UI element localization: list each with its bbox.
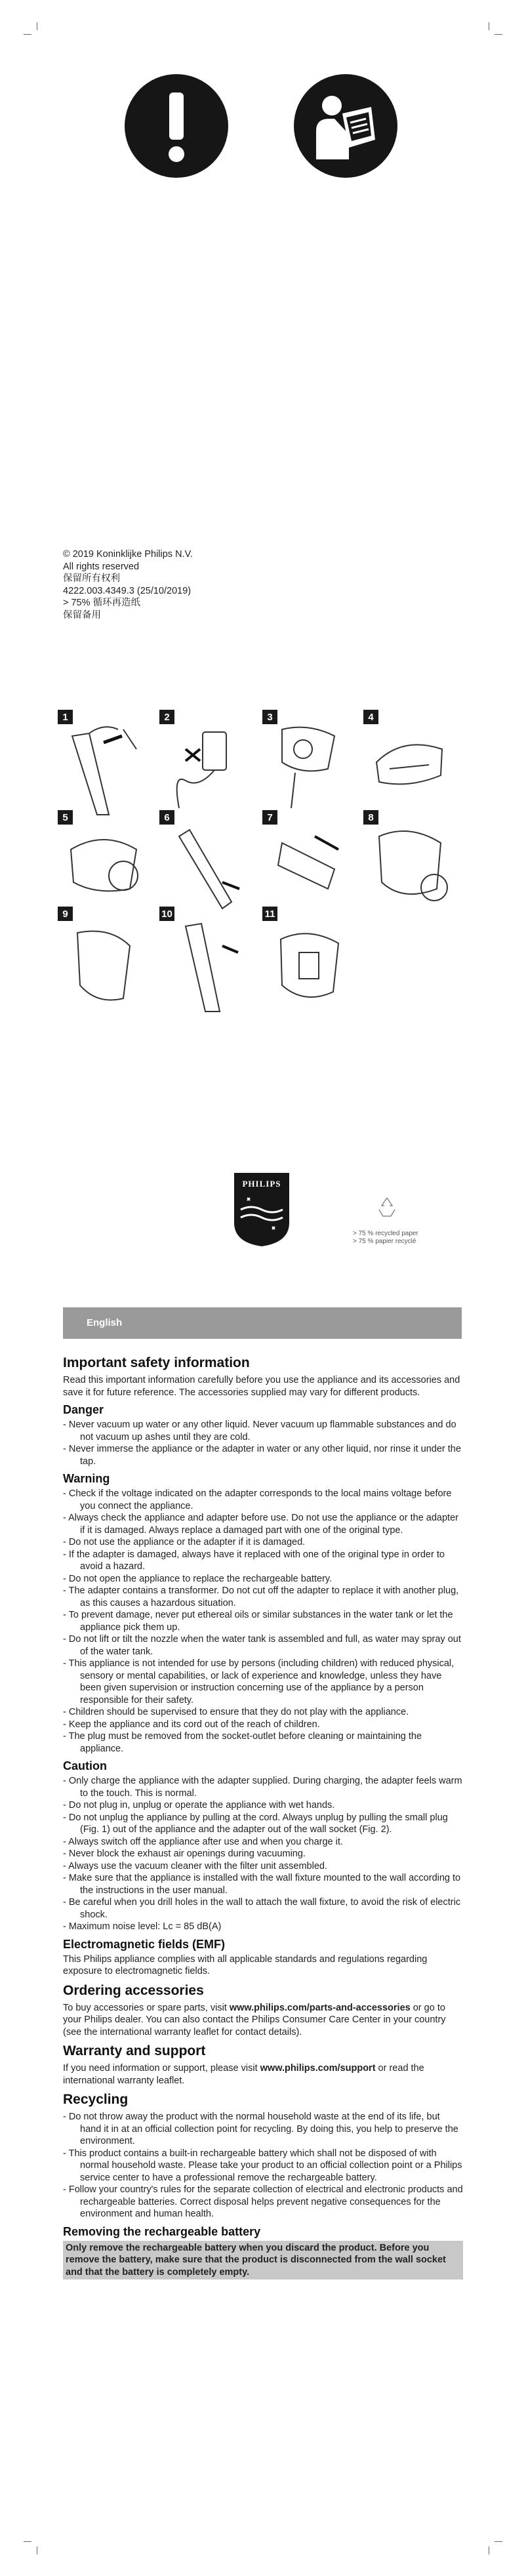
figure-number: 7 [262,810,277,825]
crop-mark [495,34,502,35]
battery-section [63,2224,463,2280]
figure-4 [363,710,451,821]
language-label: English [87,1317,123,1328]
legal-line: © 2019 Koninklijke Philips N.V. [63,549,193,560]
list-item: - Do not open the appliance to replace the rechargeable battery. [63,1573,463,1585]
battery-removal-illustration [262,907,350,1018]
recycling-section [63,2091,463,2220]
vacuum-unplug-illustration [58,710,146,821]
section-heading: Warranty and support [63,2043,206,2058]
filter-removal-illustration [58,810,146,922]
figure-number: 3 [262,710,277,724]
figure-10 [159,907,247,1018]
section-heading: Warning [63,1472,110,1485]
ordering-text-after: or go to your Philips dealer. You can also contact the Philips Consumer Care Center in your country (see the international warranty leaflet for contact details). [63,2002,446,2037]
figure-1 [58,710,146,821]
list-item: - Check if the voltage indicated on the adapter corresponds to the local mains voltage before you connect the appliance. [63,1488,463,1512]
recycled-paper-note [353,1230,418,1246]
list-item: - Maximum noise level: Lc = 85 dB(A) [63,1921,463,1933]
legal-block [63,548,193,621]
warning-exclamation-icon [125,74,228,178]
section-heading: Removing the rechargeable battery [63,2224,261,2238]
ordering-text-before: To buy accessories or spare parts, visit [63,2002,230,2013]
parts-accessories-link[interactable]: www.philips.com/parts-and-accessories [229,2002,411,2013]
figure-number: 11 [262,907,277,921]
list-item: - The plug must be removed from the socket-outlet before cleaning or maintaining the appliance. [63,1730,463,1755]
ordering-text [63,2002,463,2039]
screws-illustration [159,907,247,1018]
list-item: - Always use the vacuum cleaner with the filter unit assembled. [63,1860,463,1873]
battery-notice: Only remove the rechargeable battery when you discard the product. Before you remove the battery, make sure that the product is disconnected from the wall socket and that the battery is completely empty. [63,2241,463,2280]
warranty-section [63,2042,463,2087]
list-item: - Make sure that the appliance is installed with the wall fixture mounted to the wall according to the instructions in the user manual. [63,1872,463,1896]
section-heading: Danger [63,1403,104,1416]
safety-document [63,1354,463,2280]
read-manual-icon [294,74,397,178]
list-item: - To prevent damage, never put ethereal oils or similar substances in the water tank or let the appliance pick them up. [63,1609,463,1633]
list-item: - Always check the appliance and adapter before use. Do not use the appliance or the adapter if it is damaged. Always replace a damaged part with one of the original type. [63,1512,463,1536]
list-item: - If the adapter is damaged, always have it replaced with one of the original type in order to avoid a hazard. [63,1549,463,1573]
emf-text: This Philips appliance complies with all applicable standards and regulations regarding exposure to electromagnetic fields. [63,1953,428,1976]
figure-number: 8 [363,810,378,825]
list-item: - Children should be supervised to ensure that they do not play with the appliance. [63,1706,463,1719]
crop-mark [24,2541,31,2542]
list-item: - Follow your country's rules for the separate collection of electrical and electronic products and rechargeable batteries. Correct disposal helps prevent negative consequences for the environment and human health. [63,2184,463,2220]
warranty-text-before: If you need information or support, please visit [63,2063,260,2074]
list-item: - The adapter contains a transformer. Do not cut off the adapter to replace it with another plug, as this causes a hazardous situation. [63,1585,463,1609]
section-heading: Caution [63,1759,107,1772]
list-item: - Never block the exhaust air openings during vacuuming. [63,1848,463,1860]
philips-logo-text: PHILIPS [242,1179,281,1189]
nozzle-illustration [363,710,451,821]
warranty-text [63,2062,463,2087]
handheld-illustration [262,710,350,821]
caution-section [63,1759,463,1933]
document-title: Important safety information [63,1355,250,1370]
crop-mark [24,34,31,35]
recycled-paper-line: > 75 % recycled paper [353,1230,418,1237]
support-link[interactable]: www.philips.com/support [260,2063,376,2074]
legal-line: 保留备用 [63,609,101,621]
figure-number: 9 [58,907,73,921]
list-item: - This appliance is not intended for use by persons (including children) with reduced physical, sensory or mental capabilities, or lack of experience and knowledge, unless they have been given supervision or instruction concerning use of the appliance by a person responsible for their safety. [63,1658,463,1706]
battery-compartment-illustration [363,810,451,922]
list-item: - Only charge the appliance with the adapter supplied. During charging, the adapter feels warm to the touch. This is normal. [63,1775,463,1799]
list-item: - Do not unplug the appliance by pulling at the cord. Always unplug by pulling the small plug (Fig. 1) out of the appliance and the adapter out of the wall socket (Fig. 2). [63,1812,463,1836]
list-item: - Do not plug in, unplug or operate the appliance with wet hands. [63,1799,463,1812]
figure-3 [262,710,350,821]
ordering-section [63,1982,463,2039]
unit-open-illustration [262,810,350,922]
figure-8 [363,810,451,922]
warning-section [63,1471,463,1755]
figure-number: 4 [363,710,378,724]
tube-detach-illustration [159,810,247,922]
housing-illustration [58,907,146,1018]
section-heading: Ordering accessories [63,1982,204,1998]
legal-line: All rights reserved [63,561,140,572]
figure-number: 2 [159,710,174,724]
figure-number: 10 [159,907,174,921]
adapter-unplug-illustration [159,710,247,821]
legal-line: 保留所有权利 [63,573,120,584]
figure-number: 5 [58,810,73,825]
list-item: - Never immerse the appliance or the adapter in water or any other liquid, nor rinse it under the tap. [63,1443,463,1467]
figure-number: 1 [58,710,73,724]
emf-section [63,1937,463,1978]
legal-line: 4222.003.4349.3 (25/10/2019) [63,585,192,596]
danger-section [63,1402,463,1467]
language-bar [63,1307,462,1339]
legal-line: > 75% 循环再造纸 [63,598,141,608]
figure-9 [58,907,146,1018]
figure-5 [58,810,146,922]
crop-mark [495,2541,502,2542]
list-item: - Do not throw away the product with the normal household waste at the end of its life, but hand it in at an official collection point for recycling. By doing this, you help to preserve the environment. [63,2111,463,2148]
list-item: - Always switch off the appliance after use and when you charge it. [63,1836,463,1849]
figure-number: 6 [159,810,174,825]
section-heading: Electromagnetic fields (EMF) [63,1937,226,1951]
figure-7 [262,810,350,922]
intro-paragraph: Read this important information carefully before you use the appliance and its accessories and save it for future reference. The accessories supplied may vary for different products. [63,1375,460,1398]
figure-2 [159,710,247,821]
list-item: - Do not use the appliance or the adapter if it is damaged. [63,1536,463,1549]
figure-11 [262,907,350,1018]
recycle-icon [375,1195,399,1219]
list-item: - This product contains a built-in rechargeable battery which shall not be disposed of with normal household waste. Please take your product to an official collection point or a Philips service center to have a professional remove the rechargeable battery. [63,2148,463,2184]
philips-logo [233,1172,291,1248]
list-item: - Keep the appliance and its cord out of the reach of children. [63,1719,463,1731]
list-item: - Do not lift or tilt the nozzle when the water tank is assembled and full, as water may spray out of the water tank. [63,1633,463,1658]
recycled-paper-line: > 75 % papier recyclé [353,1238,416,1245]
list-item: - Never vacuum up water or any other liquid. Never vacuum up flammable substances and do not vacuum up ashes until they are cold. [63,1419,463,1443]
figure-6 [159,810,247,922]
list-item: - Be careful when you drill holes in the wall to attach the wall fixture, to avoid the risk of electric shock. [63,1896,463,1921]
section-heading: Recycling [63,2092,129,2107]
warranty-text-after: or read the international warranty leaflet. [63,2063,424,2086]
